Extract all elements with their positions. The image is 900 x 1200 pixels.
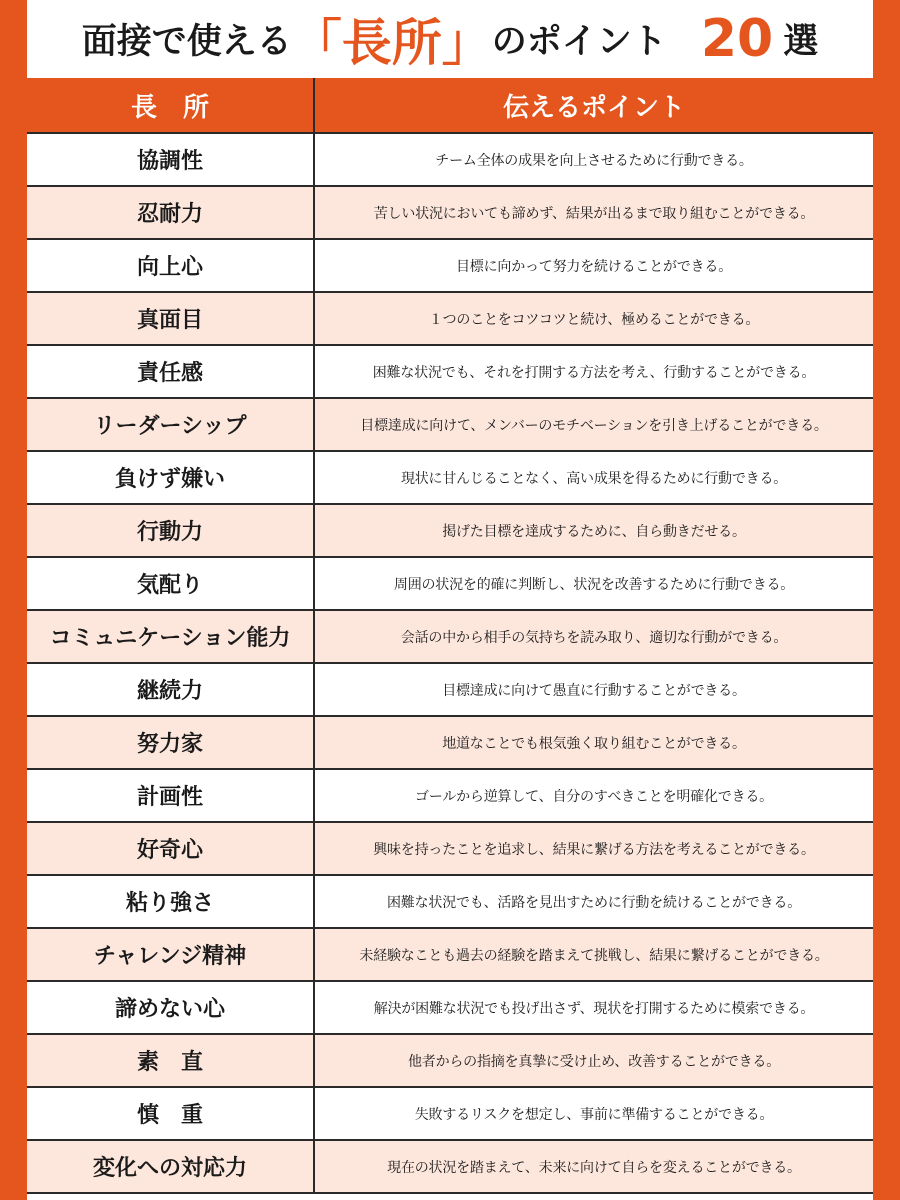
point-cell: 目標達成に向けて愚直に行動することができる。 [314, 663, 873, 716]
title-number: 20 [700, 9, 774, 69]
point-cell: 現状に甘んじることなく、高い成果を得るために行動できる。 [314, 451, 873, 504]
left-border [0, 0, 27, 1200]
table-row [27, 292, 873, 345]
strengths-table [27, 78, 873, 1194]
table-row [27, 875, 873, 928]
table-row [27, 133, 873, 186]
point-cell: 困難な状況でも、活路を見出すために行動を続けることができる。 [314, 875, 873, 928]
strength-cell: 諦めない心 [27, 981, 314, 1034]
table-row [27, 1140, 873, 1193]
strength-cell: 素 直 [27, 1034, 314, 1087]
strength-cell: 計画性 [27, 769, 314, 822]
table-row [27, 822, 873, 875]
point-cell: 他者からの指摘を真摯に受け止め、改善することができる。 [314, 1034, 873, 1087]
table-row [27, 1087, 873, 1140]
title-highlight: 「長所」 [291, 14, 492, 72]
table-row [27, 504, 873, 557]
title-counter: 選 [783, 22, 819, 62]
strength-cell: 気配り [27, 557, 314, 610]
table-row [27, 981, 873, 1034]
table-header-row [27, 78, 873, 133]
table-row [27, 186, 873, 239]
strength-cell: 慎 重 [27, 1087, 314, 1140]
point-cell: 解決が困難な状況でも投げ出さず、現状を打開するために模索できる。 [314, 981, 873, 1034]
point-cell: 現在の状況を踏まえて、未来に向けて自らを変えることができる。 [314, 1140, 873, 1193]
table-row [27, 610, 873, 663]
strength-cell: 真面目 [27, 292, 314, 345]
strength-cell: 忍耐力 [27, 186, 314, 239]
table-body [27, 133, 873, 1193]
right-border [873, 0, 900, 1200]
strength-cell: 継続力 [27, 663, 314, 716]
point-cell: 失敗するリスクを想定し、事前に準備することができる。 [314, 1087, 873, 1140]
table-row [27, 557, 873, 610]
table-row [27, 1034, 873, 1087]
header-strength: 長 所 [27, 78, 314, 133]
strength-cell: リーダーシップ [27, 398, 314, 451]
strength-cell: チャレンジ精神 [27, 928, 314, 981]
strength-cell: 向上心 [27, 239, 314, 292]
table-row [27, 928, 873, 981]
strength-cell: 粘り強さ [27, 875, 314, 928]
table-row [27, 451, 873, 504]
point-cell: 会話の中から相手の気持ちを読み取り、適切な行動ができる。 [314, 610, 873, 663]
point-cell: 困難な状況でも、それを打開する方法を考え、行動することができる。 [314, 345, 873, 398]
strength-cell: 責任感 [27, 345, 314, 398]
point-cell: ゴールから逆算して、自分のすべきことを明確化できる。 [314, 769, 873, 822]
strength-cell: 努力家 [27, 716, 314, 769]
point-cell: 目標に向かって努力を続けることができる。 [314, 239, 873, 292]
strength-cell: 負けず嫌い [27, 451, 314, 504]
title-prefix: 面接で使える [81, 22, 292, 62]
point-cell: 地道なことでも根気強く取り組むことができる。 [314, 716, 873, 769]
point-cell: チーム全体の成果を向上させるために行動できる。 [314, 133, 873, 186]
point-cell: 周囲の状況を的確に判断し、状況を改善するために行動できる。 [314, 557, 873, 610]
strength-cell: 変化への対応力 [27, 1140, 314, 1193]
table-row [27, 716, 873, 769]
strength-cell: 行動力 [27, 504, 314, 557]
page-title [27, 0, 873, 78]
point-cell: 未経験なことも過去の経験を踏まえて挑戦し、結果に繋げることができる。 [314, 928, 873, 981]
table-row [27, 769, 873, 822]
point-cell: 興味を持ったことを追求し、結果に繋げる方法を考えることができる。 [314, 822, 873, 875]
table-row [27, 398, 873, 451]
title-suffix: のポイント [491, 22, 667, 62]
point-cell: 掲げた目標を達成するために、自ら動きだせる。 [314, 504, 873, 557]
header-point: 伝えるポイント [314, 78, 873, 133]
point-cell: １つのことをコツコツと続け、極めることができる。 [314, 292, 873, 345]
table-row [27, 239, 873, 292]
strength-cell: 協調性 [27, 133, 314, 186]
strength-cell: 好奇心 [27, 822, 314, 875]
table-row [27, 663, 873, 716]
table-row [27, 345, 873, 398]
point-cell: 目標達成に向けて、メンバーのモチベーションを引き上げることができる。 [314, 398, 873, 451]
point-cell: 苦しい状況においても諦めず、結果が出るまで取り組むことができる。 [314, 186, 873, 239]
strength-cell: コミュニケーション能力 [27, 610, 314, 663]
